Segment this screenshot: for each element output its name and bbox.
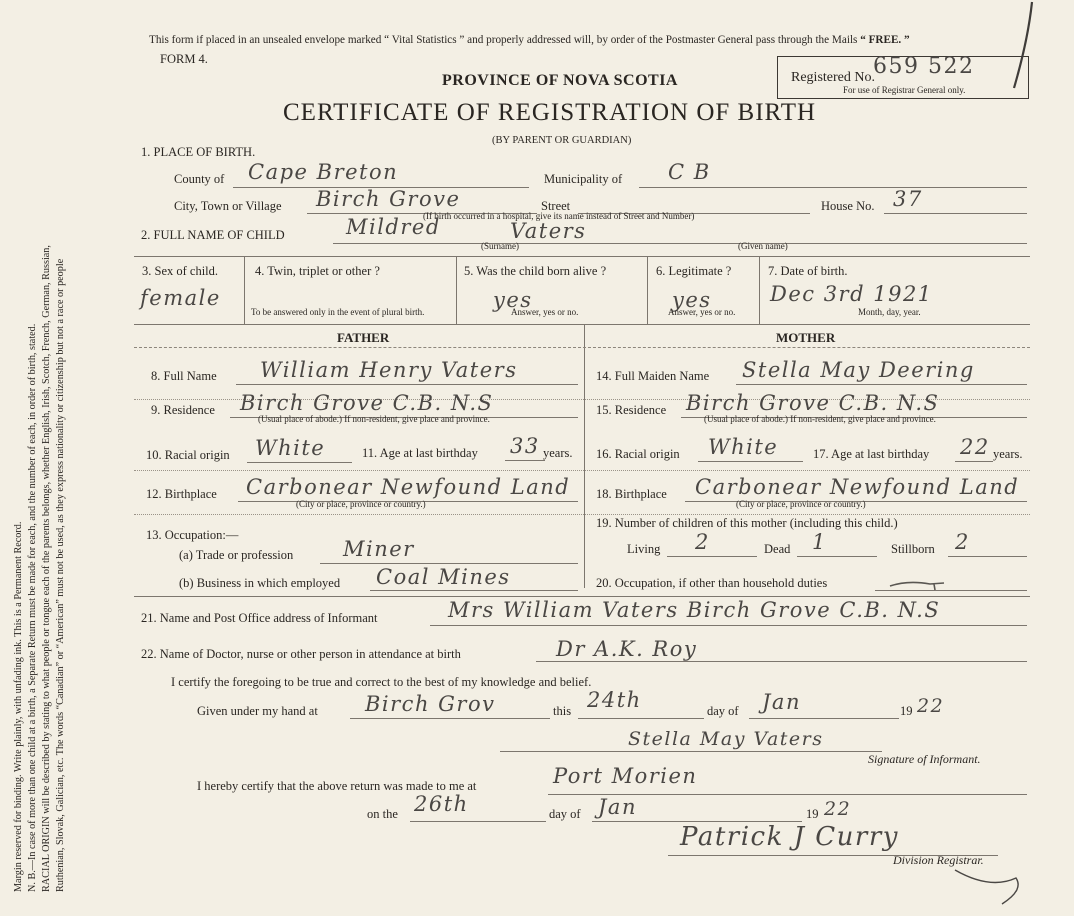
informant-signature-caption: Signature of Informant. — [868, 752, 981, 766]
occupation-dash-mark — [888, 578, 948, 592]
father-trade-value: Miner — [343, 537, 415, 561]
municipality-label: Municipality of — [544, 172, 623, 186]
mother-age-label: 17. Age at last birthday — [813, 447, 930, 461]
informant-value: Mrs William Vaters Birch Grove C.B. N.S — [448, 598, 941, 622]
margin-line: Ruthenian, Slovak, Galician, etc. The words “Canadian” or “American” must not be used, as they express nationality or citizenship but not a race or people — [55, 258, 66, 892]
registrar-year-prefix: 19 — [806, 807, 819, 821]
signature-flourish-mark — [950, 860, 1030, 910]
mother-occupation-label: 20. Occupation, if other than household duties — [596, 576, 828, 590]
registrar-caption: Division Registrar. — [893, 853, 984, 867]
registrar-place-value: Port Morien — [553, 764, 698, 788]
doctor-label: 22. Name of Doctor, nurse or other person in attendance at birth — [141, 647, 461, 661]
father-birthplace-label: 12. Birthplace — [146, 487, 217, 501]
sex-value: female — [140, 286, 221, 310]
given-year-prefix: 19 — [900, 704, 913, 718]
registrar-on-label: on the — [367, 807, 398, 821]
stillborn-label: Stillborn — [891, 542, 935, 556]
margin-instructions — [12, 245, 68, 892]
birth-date-label: 7. Date of birth. — [768, 264, 848, 278]
certification-statement: I certify the foregoing to be true and correct to the best of my knowledge and belief. — [171, 675, 592, 689]
father-residence-value: Birch Grove C.B. N.S — [240, 391, 494, 415]
registrar-day-of-label: day of — [549, 807, 581, 821]
surname-caption: (Surname) — [481, 241, 519, 251]
mother-residence-label: 15. Residence — [596, 403, 667, 417]
mother-racial-value: White — [708, 435, 779, 459]
street-note: (If birth occurred in a hospital, give its name instead of Street and Number) — [423, 211, 695, 221]
this-label: this — [553, 704, 572, 718]
street-label: Street — [541, 199, 571, 213]
living-value: 2 — [695, 530, 710, 554]
certificate-title: CERTIFICATE OF REGISTRATION OF BIRTH — [283, 99, 817, 126]
dead-value: 1 — [812, 530, 827, 554]
municipality-value: C B — [668, 160, 711, 184]
father-birthplace-value: Carbonear Newfound Land — [246, 475, 571, 499]
given-month-value: Jan — [762, 690, 801, 714]
father-name-label: 8. Full Name — [151, 369, 217, 383]
county-label: County of — [174, 172, 225, 186]
registered-note: For use of Registrar General only. — [843, 85, 966, 95]
registrar-signature: Patrick J Curry — [680, 822, 899, 852]
mother-maiden-name-value: Stella May Deering — [742, 358, 975, 382]
place-of-birth-heading: 1. PLACE OF BIRTH. — [141, 145, 256, 159]
children-count-label: 19. Number of children of this mother (including this child.) — [596, 516, 898, 530]
born-alive-note: Answer, yes or no. — [511, 307, 579, 317]
informant-label: 21. Name and Post Office address of Informant — [141, 611, 378, 625]
pen-stroke-mark — [1000, 0, 1040, 95]
county-value: Cape Breton — [248, 160, 399, 184]
twin-note: To be answered only in the event of plural birth. — [251, 307, 425, 317]
father-age-label: 11. Age at last birthday — [362, 446, 478, 460]
registrar-year-value: 22 — [824, 798, 852, 820]
form-number: FORM 4. — [160, 52, 208, 66]
stillborn-value: 2 — [955, 530, 970, 554]
twin-label: 4. Twin, triplet or other ? — [255, 264, 380, 278]
father-occupation-label: 13. Occupation:— — [146, 528, 239, 542]
registrar-month-value: Jan — [598, 795, 637, 819]
father-age-value: 33 — [510, 434, 540, 458]
mother-heading: MOTHER — [776, 330, 836, 345]
certificate-subtitle: (BY PARENT OR GUARDIAN) — [492, 135, 632, 146]
birth-date-note: Month, day, year. — [858, 307, 921, 317]
born-alive-label: 5. Was the child born alive ? — [464, 264, 607, 278]
doctor-value: Dr A.K. Roy — [556, 637, 698, 661]
dead-label: Dead — [764, 542, 791, 556]
father-trade-label: (a) Trade or profession — [179, 548, 294, 562]
given-name-caption: (Given name) — [738, 241, 788, 251]
given-day-value: 24th — [587, 688, 642, 712]
house-number-label: House No. — [821, 199, 875, 213]
father-residence-note: (Usual place of abode.) If non-resident, give place and province. — [258, 414, 490, 424]
given-place-value: Birch Grov — [365, 692, 496, 716]
living-label: Living — [627, 542, 661, 556]
mother-racial-label: 16. Racial origin — [596, 447, 680, 461]
mother-residence-note: (Usual place of abode.) If non-resident, give place and province. — [704, 414, 936, 424]
margin-line: RACIAL ORIGIN will be described by stating to what people or tongue each of the parents belongs, whether English, Irish, Scotch, French, German, Russian, — [41, 245, 52, 892]
child-given-name: Mildred — [346, 215, 441, 239]
mother-age-value: 22 — [960, 435, 990, 459]
father-racial-value: White — [255, 436, 326, 460]
mother-residence-value: Birch Grove C.B. N.S — [686, 391, 940, 415]
father-racial-label: 10. Racial origin — [146, 448, 230, 462]
margin-line: Margin reserved for binding. Write plainly, with unfading ink. This is a Permanent Record. — [13, 521, 24, 892]
legitimate-label: 6. Legitimate ? — [656, 264, 732, 278]
mother-birthplace-label: 18. Birthplace — [596, 487, 667, 501]
father-name-value: William Henry Vaters — [260, 358, 518, 382]
child-name-label: 2. FULL NAME OF CHILD — [141, 228, 285, 242]
father-birthplace-note: (City or place, province or country.) — [296, 499, 426, 509]
father-residence-label: 9. Residence — [151, 403, 215, 417]
born-alive-value: yes — [493, 288, 533, 312]
mother-birthplace-note: (City or place, province or country.) — [736, 499, 866, 509]
given-year-value: 22 — [917, 695, 945, 717]
legitimate-value: yes — [672, 288, 712, 312]
margin-line: N. B.—In case of more than one child at a birth, a Separate Return must be made for each, and the number of each, in order of birth, stated. — [27, 323, 38, 892]
informant-signature: Stella May Vaters — [628, 728, 824, 750]
father-business-value: Coal Mines — [376, 565, 511, 589]
registrar-day-value: 26th — [414, 792, 469, 816]
father-business-label: (b) Business in which employed — [179, 576, 341, 590]
legitimate-note: Answer, yes or no. — [668, 307, 736, 317]
given-day-of-label: day of — [707, 704, 739, 718]
province-heading: PROVINCE OF NOVA SCOTIA — [442, 72, 678, 89]
mail-notice: This form if placed in an unsealed envelope marked “ Vital Statistics ” and properly addressed will, by order of the Postmaster General pass through the Mails “ FREE. ” — [149, 34, 910, 46]
registrar-statement: I hereby certify that the above return was made to me at — [197, 779, 477, 793]
registered-number: 659 522 — [873, 54, 975, 79]
child-surname: Vaters — [510, 219, 587, 243]
mother-years-label: years. — [993, 447, 1023, 461]
city-value: Birch Grove — [316, 187, 461, 211]
mother-birthplace-value: Carbonear Newfound Land — [695, 475, 1020, 499]
city-label: City, Town or Village — [174, 199, 282, 213]
birth-date-value: Dec 3rd 1921 — [770, 282, 933, 306]
house-number-value: 37 — [893, 187, 923, 211]
given-under-label: Given under my hand at — [197, 704, 318, 718]
registered-label: Registered No. — [791, 70, 875, 85]
father-heading: FATHER — [337, 330, 390, 345]
father-years-label: years. — [543, 446, 573, 460]
mother-maiden-name-label: 14. Full Maiden Name — [596, 369, 710, 383]
sex-label: 3. Sex of child. — [142, 264, 219, 278]
